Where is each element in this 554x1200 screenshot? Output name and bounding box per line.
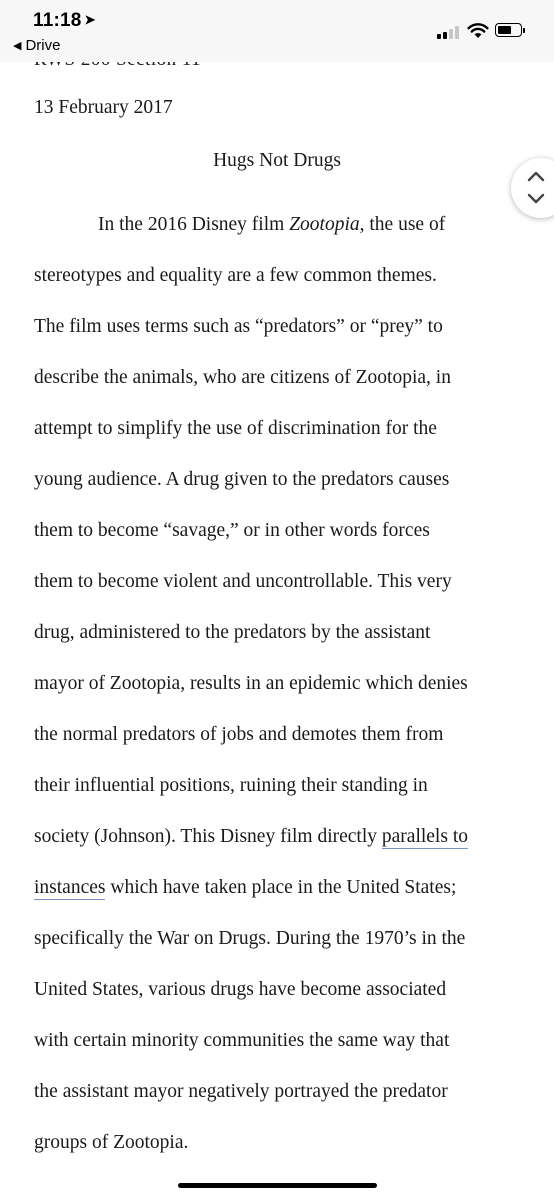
paragraph-line: stereotypes and equality are a few common themes.	[34, 265, 437, 286]
cellular-signal-icon	[437, 25, 461, 39]
paragraph-line: groups of Zootopia.	[34, 1132, 189, 1153]
location-arrow-icon: ➤	[84, 12, 96, 27]
paragraph-line: In the 2016 Disney film Zootopia, the use of	[98, 214, 446, 235]
paragraph-line: instances which have taken place in the United States;	[34, 877, 457, 898]
wifi-icon	[467, 22, 489, 39]
home-indicator[interactable]	[178, 1183, 377, 1188]
paragraph-line: United States, various drugs have become associated	[34, 979, 447, 1000]
document-title: Hugs Not Drugs	[213, 150, 341, 171]
paragraph-line: the assistant mayor negatively portrayed the predator	[34, 1081, 448, 1102]
film-title-italic: Zootopia	[289, 214, 360, 235]
paragraph-line: society (Johnson). This Disney film directly parallels to	[34, 826, 468, 847]
paragraph-line: mayor of Zootopia, results in an epidemic which denies	[34, 673, 468, 694]
battery-icon	[495, 23, 522, 37]
paragraph-line: attempt to simplify the use of discrimination for the	[34, 418, 437, 439]
back-to-drive-link[interactable]: ◀ Drive	[13, 37, 61, 54]
paragraph-line: them to become “savage,” or in other words forces	[34, 520, 430, 541]
paragraph-line: their influential positions, ruining their standing in	[34, 775, 428, 796]
paragraph-line: drug, administered to the predators by the assistant	[34, 622, 431, 643]
clock: 11:18 ➤	[33, 10, 96, 31]
suggestion-underline[interactable]: instances	[34, 877, 106, 898]
chevron-down-icon[interactable]	[527, 193, 545, 204]
back-triangle-icon: ◀	[13, 40, 22, 52]
paragraph-line: describe the animals, who are citizens of Zootopia, in	[34, 367, 451, 388]
paragraph-line: the normal predators of jobs and demotes them from	[34, 724, 444, 745]
paragraph-line: specifically the War on Drugs. During the 1970’s in the	[34, 928, 466, 949]
status-bar	[0, 0, 554, 62]
body-paragraph	[34, 199, 524, 1168]
paragraph-line: them to become violent and uncontrollable. This very	[34, 571, 452, 592]
suggestion-underline[interactable]: parallels to	[381, 826, 468, 847]
chevron-up-icon[interactable]	[527, 171, 545, 182]
paragraph-line: The film uses terms such as “predators” or “prey” to	[34, 316, 443, 337]
paragraph-line: young audience. A drug given to the predators causes	[34, 469, 450, 490]
date-line: 13 February 2017	[34, 97, 173, 118]
paragraph-line: with certain minority communities the same way that	[34, 1030, 450, 1051]
